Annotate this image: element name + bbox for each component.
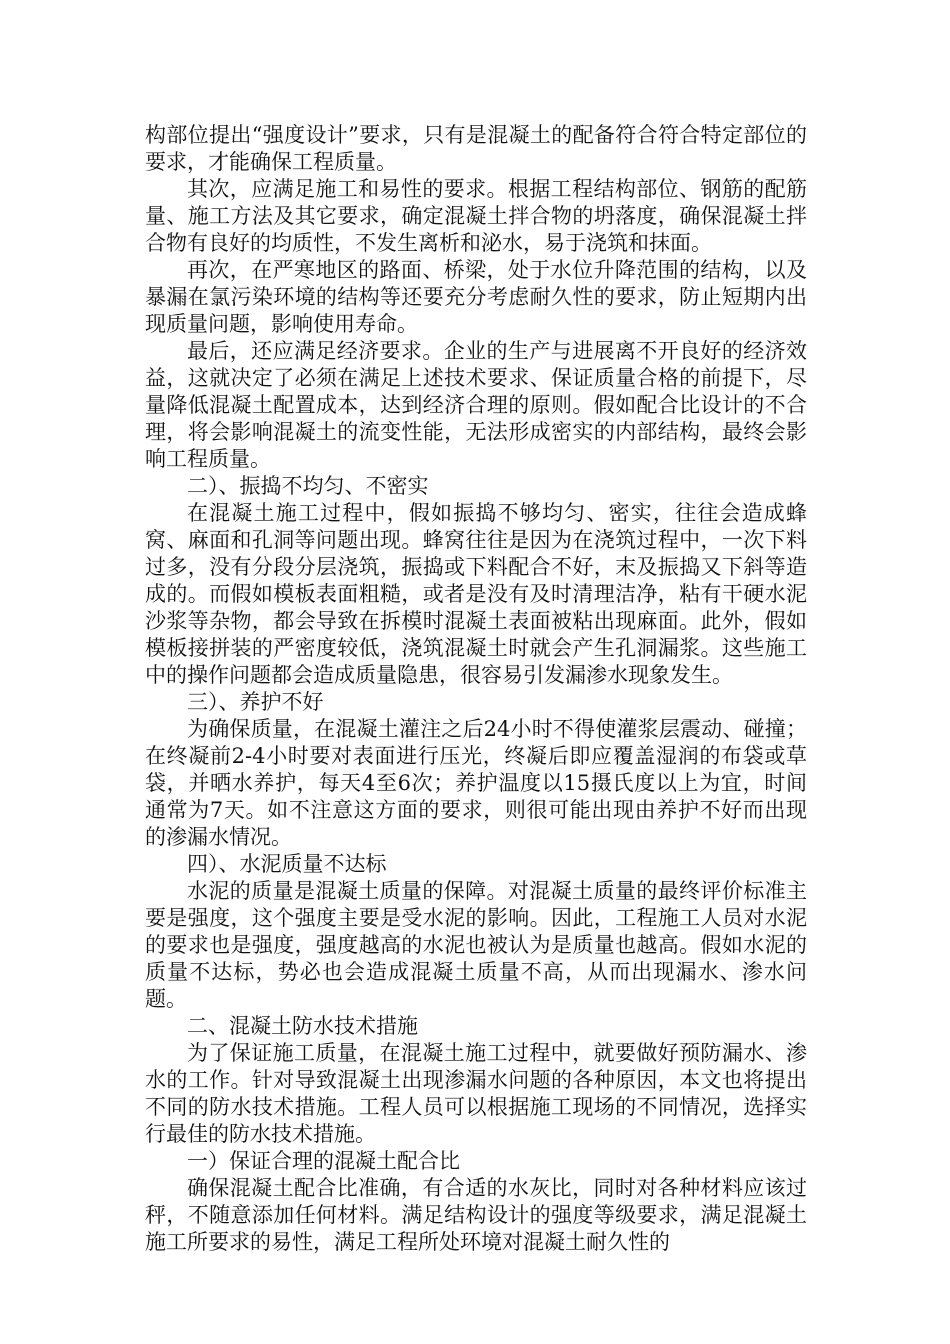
section-heading-waterproof: 二、混凝土防水技术措施: [187, 1014, 418, 1038]
section-heading-curing: 三）、养护不好: [187, 690, 324, 714]
paragraph-mix-ratio: 确保混凝土配合比准确，有合适的水灰比，同时对各种材料应该过秤，不随意添加任何材料。满足结构设计的强度等级要求，满足混凝土施工所要求的易性，满足工程所处环境对混凝土耐久性的: [145, 1176, 807, 1254]
paragraph-vibration: 在混凝土施工过程中，假如振捣不够均匀、密实，往往会造成蜂窝、麻面和孔洞等问题出现。蜂窝往往是因为在浇筑过程中，一次下料过多，没有分段分层浇筑，振捣或下料配合不好，末及振捣又下斜等造成的。而假如模板表面粗糙，或者是没有及时清理洁净，粘有干硬水泥沙浆等杂物，都会导致在拆模时混凝土表面被粘出现麻面。此外，假如模板接拼装的严密度较低，浇筑混凝土时就会产生孔洞漏浆。这些施工中的操作问题都会造成质量隐患，很容易引发漏渗水现象发生。: [145, 501, 807, 687]
paragraph-continuation: 构部位提出“强度设计”要求，只有是混凝土的配备符合符合特定部位的要求，才能确保工程质量。: [145, 123, 807, 174]
paragraph-workability: 其次，应满足施工和易性的要求。根据工程结构部位、钢筋的配筋量、施工方法及其它要求，确定混凝土拌合物的坍落度，确保混凝土拌合物有良好的均质性，不发生离析和泌水，易于浇筑和抹面。: [145, 177, 807, 255]
paragraph-waterproof: 为了保证施工质量，在混凝土施工过程中，就要做好预防漏水、渗水的工作。针对导致混凝土出现渗漏水问题的各种原因，本文也将提出不同的防水技术措施。工程人员可以根据施工现场的不同情况，选择实行最佳的防水技术措施。: [145, 1041, 807, 1146]
paragraph-economy: 最后，还应满足经济要求。企业的生产与进展离不开良好的经济效益，这就决定了必须在满足上述技术要求、保证质量合格的前提下，尽量降低混凝土配置成本，达到经济合理的原则。假如配合比设计的不合理，将会影响混凝土的流变性能，无法形成密实的内部结构，最终会影响工程质量。: [145, 339, 807, 471]
section-heading-vibration: 二）、振捣不均匀、不密实: [187, 474, 429, 498]
paragraph-curing: 为确保质量，在混凝土灌注之后24小时不得使灌浆层震动、碰撞；在终凝前2-4小时要对表面进行压光，终凝后即应覆盖湿润的布袋或草袋，并晒水养护，每天4至6次；养护温度以15摄氏度以上为宜，时间通常为7天。如不注意这方面的要求，则很可能出现由养护不好而出现的渗漏水情况。: [145, 717, 807, 849]
section-heading-mix-ratio: 一）保证合理的混凝土配合比: [187, 1149, 460, 1173]
section-heading-cement: 四）、水泥质量不达标: [187, 852, 387, 876]
paragraph-cement: 水泥的质量是混凝土质量的保障。对混凝土质量的最终评价标准主要是强度，这个强度主要是受水泥的影响。因此，工程施工人员对水泥的要求也是强度，强度越高的水泥也被认为是质量也越高。假如水泥的质量不达标，势必也会造成混凝土质量不高，从而出现漏水、渗水问题。: [145, 879, 807, 1011]
paragraph-durability: 再次，在严寒地区的路面、桥梁，处于水位升降范围的结构，以及暴漏在氯污染环境的结构等还要充分考虑耐久性的要求，防止短期内出现质量问题，影响使用寿命。: [145, 258, 807, 336]
document-body: [145, 122, 807, 1256]
